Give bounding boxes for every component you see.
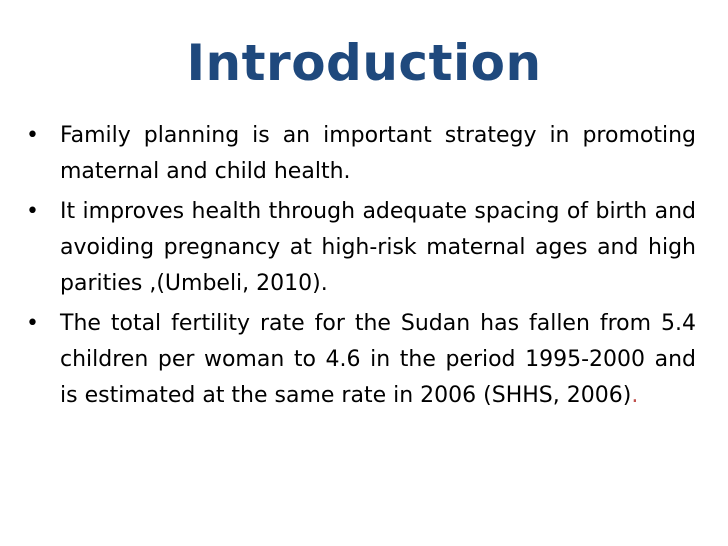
bullet-marker: • [26,123,39,148]
bullet-list [22,118,696,418]
bullet-item [22,118,696,190]
slide-title: Introduction [186,34,542,92]
bullet-text: The total fertility rate for the Sudan has fallen from 5.4 children per woman to 4.6 in the period 1995-2000 and is estimated at the same rate in 2006 (SHHS, 2006) [60,311,696,408]
bullet-item [22,194,696,302]
bullet-marker: • [26,199,39,224]
accent-period: . [631,383,639,408]
bullet-marker: • [26,311,39,336]
bullet-text: It improves health through adequate spacing of birth and avoiding pregnancy at high-risk maternal ages and high parities ,(Umbeli, 2010). [60,199,696,296]
bullet-item [22,306,696,414]
bullet-text: Family planning is an important strategy in promoting maternal and child health. [60,123,696,184]
